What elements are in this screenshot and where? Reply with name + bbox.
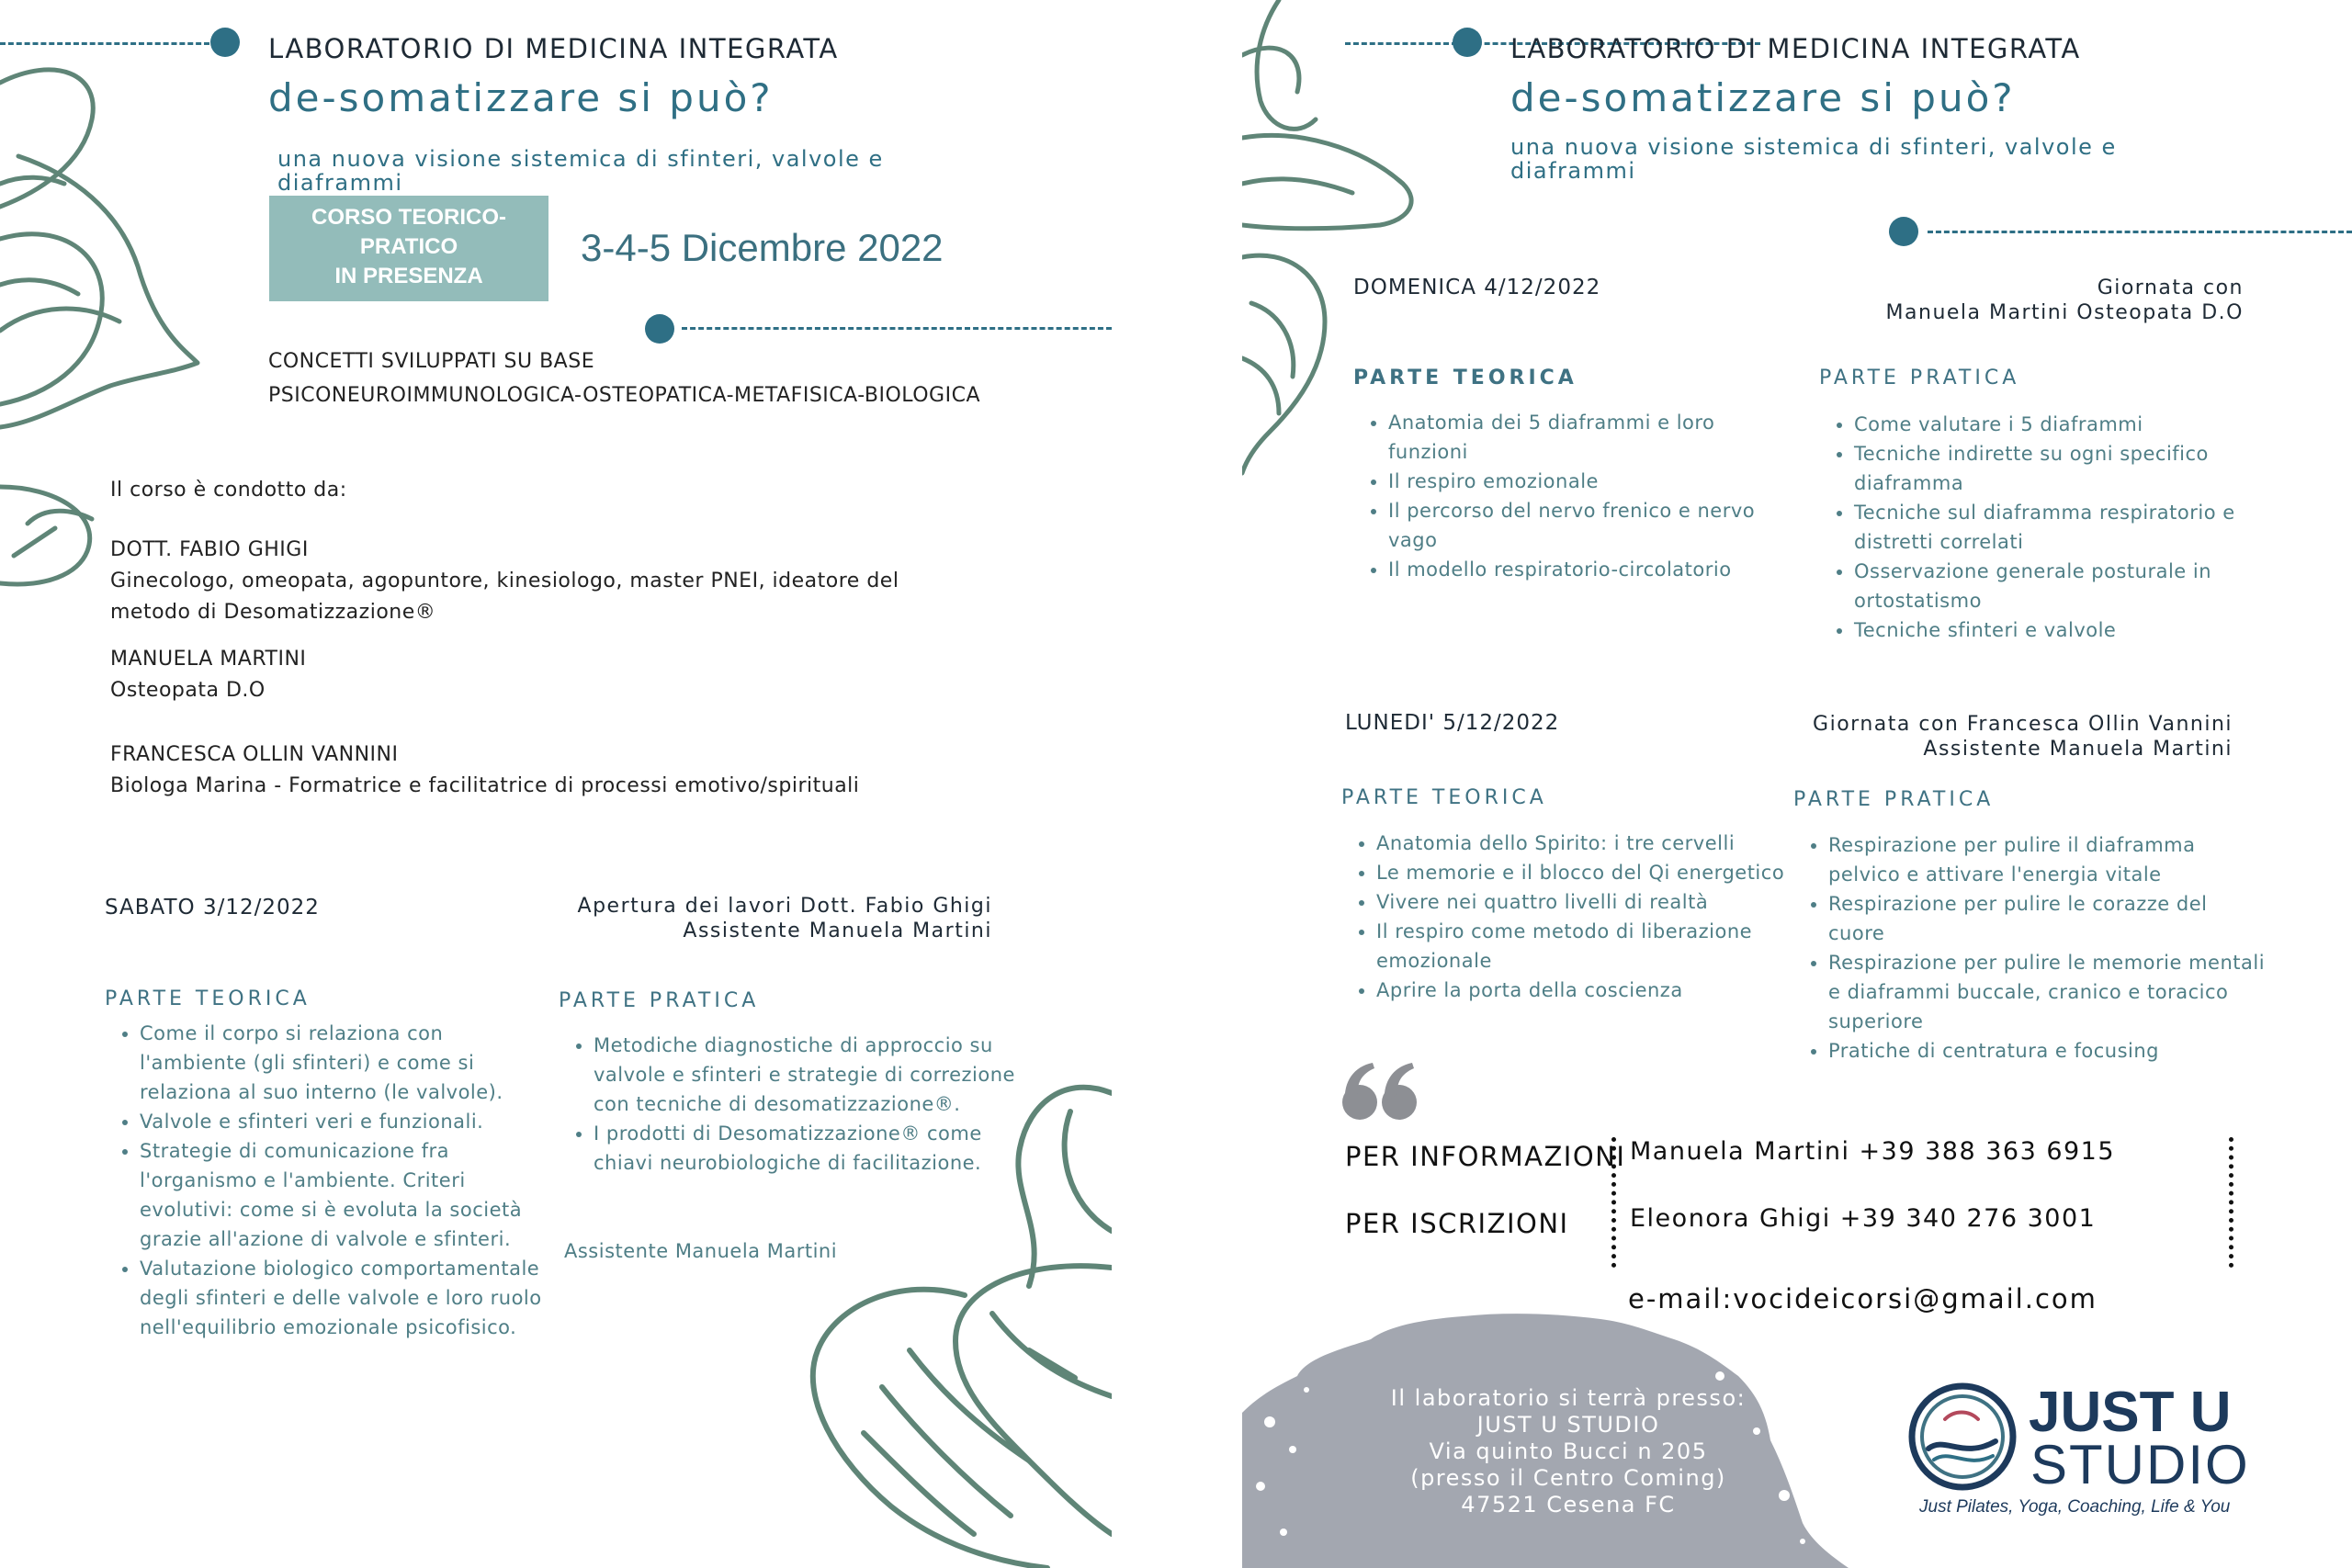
list-item: • Respirazione per pulire le corazze del cuore: [1828, 889, 2269, 948]
contact-divider-left: [1611, 1137, 1616, 1268]
leaf-illustration-top: [0, 55, 211, 588]
monday-practice-list: [1793, 830, 2269, 1066]
lab-title: LABORATORIO DI MEDICINA INTEGRATA: [268, 33, 839, 64]
main-title: de-somatizzare si può?: [268, 75, 774, 120]
teacher-name: DOTT. FABIO GHIGI: [110, 538, 309, 561]
subtitle: una nuova visione sistemica di sfinteri, valvole e diaframmi: [1510, 134, 2117, 184]
subtitle: una nuova visione sistemica di sfinteri, valvole e diaframmi: [277, 146, 884, 196]
teacher-2: [110, 644, 306, 706]
section-dot: [1889, 217, 1918, 246]
list-item: • Respirazione per pulire il diaframma pelvico e attivare l'energia vitale: [1828, 830, 2269, 889]
list-item: • Vivere nei quattro livelli di realtà: [1376, 887, 1785, 917]
list-item: • Come valutare i 5 diaframmi: [1854, 410, 2277, 439]
list-item: • Valvole e sfinteri veri e funzionali.: [140, 1107, 544, 1136]
teacher-role: Osteopata D.O: [110, 679, 266, 702]
teacher-1: [110, 535, 899, 628]
list-item: • Tecniche sfinteri e valvole: [1854, 615, 2277, 645]
left-page: [0, 0, 1112, 1568]
lab-title: LABORATORIO DI MEDICINA INTEGRATA: [1510, 33, 2081, 64]
teacher-3: [110, 739, 859, 802]
course-type-badge: CORSO TEORICO- PRATICO IN PRESENZA: [269, 196, 548, 301]
brand-tagline: Just Pilates, Yoga, Coaching, Life & You: [1919, 1497, 2231, 1517]
list-item: • Il respiro emozionale: [1388, 467, 1792, 496]
info-contact: Manuela Martini +39 388 363 6915: [1630, 1137, 2116, 1166]
saturday-theory-heading: PARTE TEORICA: [105, 987, 311, 1010]
section-dashed-line: [1928, 231, 2352, 233]
teacher-name: MANUELA MARTINI: [110, 648, 307, 671]
teacher-role: Biologa Marina - Formatrice e facilitatrice di processi emotivo/spirituali: [110, 774, 860, 797]
list-item: • Il percorso del nervo frenico e nervo vago: [1388, 496, 1792, 555]
list-item: • Anatomia dello Spirito: i tre cervelli: [1376, 829, 1785, 858]
list-item: • Osservazione generale posturale in ortostatismo: [1854, 557, 2277, 615]
monday-host: Giornata con Francesca Ollin Vannini Assistente Manuela Martini: [1813, 713, 2233, 761]
list-item: • Aprire la porta della coscienza: [1376, 976, 1785, 1005]
just-u-studio-logo-icon: [1908, 1382, 2017, 1491]
course-dates: 3-4-5 Dicembre 2022: [581, 226, 944, 269]
list-item: • Il modello respiratorio-circolatorio: [1388, 555, 1792, 584]
contact-divider-right: [2229, 1137, 2233, 1268]
list-item: • Anatomia dei 5 diaframmi e loro funzioni: [1388, 408, 1792, 467]
monday-practice-heading: PARTE PRATICA: [1793, 788, 1995, 811]
brand-name-bottom: STUDIO: [2030, 1434, 2250, 1495]
section-dot: [645, 314, 674, 344]
list-item: • Valutazione biologico comportamentale degli sfinteri e delle valvole e loro ruolo nell'equilibrio emozionale psicofisico.: [140, 1254, 544, 1342]
saturday-date: SABATO 3/12/2022: [105, 896, 320, 919]
list-item: • Le memorie e il blocco del Qi energetico: [1376, 858, 1785, 887]
header-dot: [1453, 28, 1482, 57]
quote-icon: [1341, 1063, 1419, 1121]
saturday-theory-list: [105, 1019, 544, 1342]
venue-address: Il laboratorio si terrà presso: JUST U STUDIO Via quinto Bucci n 205 (presso il Centro Coming) 47521 Cesena FC: [1390, 1385, 1747, 1517]
sunday-date: DOMENICA 4/12/2022: [1353, 276, 1601, 299]
brand-name-top: JUST U: [2029, 1381, 2232, 1444]
conducted-by: Il corso è condotto da:: [110, 479, 347, 502]
saturday-practice-heading: PARTE PRATICA: [559, 989, 760, 1012]
monday-theory-heading: PARTE TEORICA: [1341, 786, 1547, 809]
list-item: • Metodiche diagnostiche di approccio su valvole e sfinteri e strategie di correzione con tecniche di desomatizzazione®.: [594, 1031, 1025, 1119]
list-item: • Tecniche sul diaframma respiratorio e distretti correlati: [1854, 498, 2277, 557]
teacher-name: FRANCESCA OLLIN VANNINI: [110, 743, 399, 766]
right-page: [1242, 0, 2352, 1568]
registration-contact: Eleonora Ghigi +39 340 276 3001: [1630, 1204, 2097, 1233]
list-item: • Come il corpo si relaziona con l'ambiente (gli sfinteri) e come si relaziona al suo interno (le valvole).: [140, 1019, 544, 1107]
page-gap: [1112, 0, 1242, 1568]
section-dashed-line: [682, 327, 1112, 330]
teacher-role: metodo di Desomatizzazione®: [110, 601, 436, 624]
list-item: • Respirazione per pulire le memorie mentali e diaframmi buccale, cranico e toracico superiore: [1828, 948, 2269, 1036]
sunday-theory-list: [1353, 408, 1792, 584]
registration-label: PER ISCRIZIONI: [1345, 1208, 1569, 1239]
leaf-illustration-top: [1242, 0, 1426, 478]
info-label: PER INFORMAZIONI: [1345, 1141, 1626, 1172]
list-item: • Strategie di comunicazione fra l'organismo e l'ambiente. Criteri evolutivi: come si è evoluta la società grazie all'azione di valvole e sfinteri.: [140, 1136, 544, 1254]
main-title: de-somatizzare si può?: [1510, 75, 2016, 120]
teacher-role: Ginecologo, omeopata, agopuntore, kinesiologo, master PNEI, ideatore del: [110, 570, 899, 592]
contact-email[interactable]: e-mail:vocideicorsi@gmail.com: [1628, 1283, 2098, 1314]
sunday-host: Giornata con Manuela Martini Osteopata D.O: [1885, 276, 2244, 324]
concepts-text: CONCETTI SVILUPPATI SU BASE PSICONEUROIMMUNOLOGICA-OSTEOPATICA-METAFISICA-BIOLOGICA: [268, 350, 980, 407]
sunday-theory-heading: PARTE TEORICA: [1353, 367, 1577, 389]
leaf-illustration-bottom: [753, 1075, 1112, 1568]
list-item: • Tecniche indirette su ogni specifico diaframma: [1854, 439, 2277, 498]
header-dashed-line: [0, 42, 209, 45]
monday-theory-list: [1341, 829, 1785, 1005]
sunday-practice-list: [1819, 410, 2277, 645]
list-item: • Il respiro come metodo di liberazione emozionale: [1376, 917, 1785, 976]
list-item: • I prodotti di Desomatizzazione® come chiavi neurobiologiche di facilitazione.: [594, 1119, 1025, 1178]
sunday-practice-heading: PARTE PRATICA: [1819, 367, 2020, 389]
saturday-opening: Apertura dei lavori Dott. Fabio Ghigi Assistente Manuela Martini: [577, 895, 992, 942]
saturday-assistant: Assistente Manuela Martini: [564, 1240, 838, 1262]
header-dot: [210, 28, 240, 57]
list-item: • Pratiche di centratura e focusing: [1828, 1036, 2269, 1066]
monday-date: LUNEDI' 5/12/2022: [1345, 711, 1560, 735]
